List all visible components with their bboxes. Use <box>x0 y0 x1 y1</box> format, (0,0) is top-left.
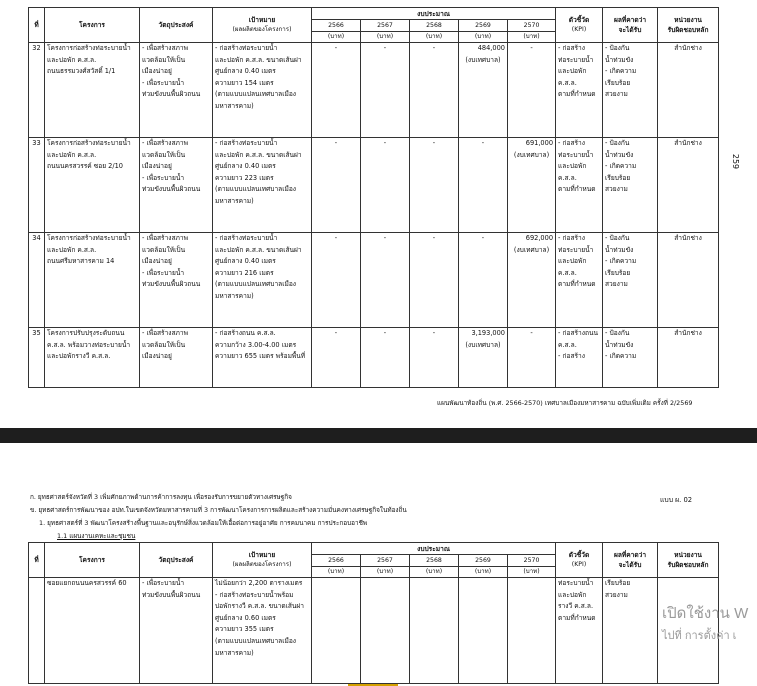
row-budget: - <box>459 138 508 233</box>
row-outcome: - ป้องกัน น้ำท่วมขัง - เกิดความ เรียบร้อย สวยงาม <box>603 233 658 328</box>
header-unit: (บาท) <box>312 567 361 578</box>
row-no: 32 <box>29 43 45 138</box>
strategy-line-b: ข. ยุทธศาสตร์การพัฒนาของ อปท.ในเขตจังหวัดมหาสารคามที่ 3 การพัฒนาโครงการการผลิตและสร้างความมั่นคงทางเศรษฐกิจในท้องถิ่น <box>30 506 407 514</box>
row-budget: - <box>361 138 410 233</box>
row-budget: - <box>410 328 459 388</box>
row-budget <box>410 578 459 684</box>
header-year: 2570 <box>508 20 556 32</box>
header-year: 2566 <box>312 555 361 567</box>
strategy-line-c: 1. ยุทธศาสตร์ที่ 3 พัฒนาโครงสร้างพื้นฐานและอนุรักษ์สิ่งแวดล้อมให้เอื้อต่อการอยู่อาศัย การคมนาคม การประกอบอาชีพ <box>39 519 368 527</box>
row-project: โครงการปรับปรุงระดับถนน ค.ส.ล. พร้อมวางท่อระบายน้ำ และบ่อพักรางวี ค.ส.ล. <box>45 328 140 388</box>
row-budget: 691,000 (งบเทศบาล) <box>508 138 556 233</box>
row-project: โครงการก่อสร้างท่อระบายน้ำ และบ่อพัก ค.ส.ล. ถนนศรีมหาสารคาม 14 <box>45 233 140 328</box>
row-outcome: - ป้องกัน น้ำท่วมขัง - เกิดความ เรียบร้อย สวยงาม <box>603 43 658 138</box>
header-budget: งบประมาณ <box>312 8 556 20</box>
row-budget: - <box>361 233 410 328</box>
row-budget: 692,000 (งบเทศบาล) <box>508 233 556 328</box>
header-project: โครงการ <box>45 543 140 578</box>
row-budget: - <box>361 43 410 138</box>
header-budget: งบประมาณ <box>312 543 556 555</box>
header-unit: (บาท) <box>459 567 508 578</box>
header-unit: (บาท) <box>361 567 410 578</box>
row-no: 33 <box>29 138 45 233</box>
row-budget: 3,193,000 (งบเทศบาล) <box>459 328 508 388</box>
header-unit: (บาท) <box>312 32 361 43</box>
row-objective: - เพื่อระบายน้ำ ท่วมขังบนพื้นผิวถนน <box>140 578 213 684</box>
header-agency: หน่วยงาน รับผิดชอบหลัก <box>658 543 719 578</box>
row-outcome: เรียบร้อย สวยงาม <box>603 578 658 684</box>
row-budget <box>508 578 556 684</box>
plan-line: 1.1 แผนงานเคหะและชุมชน <box>57 532 136 540</box>
header-agency: หน่วยงาน รับผิดชอบหลัก <box>658 8 719 43</box>
row-kpi: - ก่อสร้าง ท่อระบายน้ำ และบ่อพัก ค.ส.ล. ตามที่กำหนด <box>556 43 603 138</box>
header-unit: (บาท) <box>459 32 508 43</box>
table-row <box>29 138 719 233</box>
header-year: 2567 <box>361 555 410 567</box>
row-no <box>29 578 45 684</box>
page-number: 259 <box>731 153 741 170</box>
header-kpi: ตัวชี้วัด (KPI) <box>556 8 603 43</box>
header-objective: วัตถุประสงค์ <box>140 8 213 43</box>
header-project: โครงการ <box>45 8 140 43</box>
row-outcome: - ป้องกัน น้ำท่วมขัง - เกิดความ เรียบร้อย สวยงาม <box>603 138 658 233</box>
form-code: แบบ ผ. 02 <box>660 496 693 504</box>
header-unit: (บาท) <box>508 32 556 43</box>
windows-activation-title: เปิดใช้งาน W <box>662 605 749 622</box>
document-page-2 <box>0 443 757 686</box>
row-budget: - <box>312 138 361 233</box>
header-no: ที่ <box>29 543 45 578</box>
row-agency: สำนักช่าง <box>658 43 719 138</box>
header-year: 2569 <box>459 555 508 567</box>
header-no: ที่ <box>29 8 45 43</box>
row-target: ไม่น้อยกว่า 2,200 ตารางเมตร - ก่อสร้างท่อระบายน้ำพร้อม บ่อพักรางวี ค.ส.ล. ขนาดเส้นผ่า ศูนย์กลาง 0.60 เมตร ความยาว 355 เมตร (ตามแบบแปลนเทศบาลเมือง มหาสารคาม) <box>213 578 312 684</box>
header-unit: (บาท) <box>410 32 459 43</box>
row-outcome: - ป้องกัน น้ำท่วมขัง - เกิดความ <box>603 328 658 388</box>
table-row <box>29 233 719 328</box>
table-row <box>29 43 719 138</box>
project-table-2 <box>28 542 719 684</box>
row-budget <box>312 578 361 684</box>
row-objective: - เพื่อสร้างสภาพ แวดล้อมให้เป็น เมืองน่าอยู่ <box>140 328 213 388</box>
header-unit: (บาท) <box>410 567 459 578</box>
row-budget: - <box>410 43 459 138</box>
row-budget: - <box>361 328 410 388</box>
table-row <box>29 328 719 388</box>
row-target: - ก่อสร้างท่อระบายน้ำ และบ่อพัก ค.ส.ล. ขนาดเส้นผ่า ศูนย์กลาง 0.40 เมตร ความยาว 223 เมตร (ตามแบบแปลนเทศบาลเมือง มหาสารคาม) <box>213 138 312 233</box>
row-budget <box>459 578 508 684</box>
windows-activation-subtitle: ไปที่ การตั้งค่า เ <box>662 630 737 642</box>
row-kpi: - ก่อสร้าง ท่อระบายน้ำ และบ่อพัก ค.ส.ล. ตามที่กำหนด <box>556 233 603 328</box>
row-budget: - <box>508 328 556 388</box>
row-project: ซอยแยกถนนนครสวรรค์ 60 <box>45 578 140 684</box>
row-target: - ก่อสร้างถนน ค.ส.ล. ความกว้าง 3.00-4.00 เมตร ความยาว 655 เมตร พร้อมพื้นที่ <box>213 328 312 388</box>
table-row <box>29 578 719 684</box>
header-target: เป้าหมาย (ผลผลิตของโครงการ) <box>213 8 312 43</box>
header-objective: วัตถุประสงค์ <box>140 543 213 578</box>
row-budget: - <box>312 328 361 388</box>
header-unit: (บาท) <box>508 567 556 578</box>
header-outcome: ผลที่คาดว่า จะได้รับ <box>603 8 658 43</box>
row-project: โครงการก่อสร้างท่อระบายน้ำ และบ่อพัก ค.ส.ล. ถนนนครสวรรค์ ซอย 2/10 <box>45 138 140 233</box>
page-separator <box>0 428 757 443</box>
header-unit: (บาท) <box>361 32 410 43</box>
row-budget: - <box>459 233 508 328</box>
header-year: 2566 <box>312 20 361 32</box>
row-kpi: - ก่อสร้าง ท่อระบายน้ำ และบ่อพัก ค.ส.ล. ตามที่กำหนด <box>556 138 603 233</box>
header-year: 2568 <box>410 555 459 567</box>
row-target: - ก่อสร้างท่อระบายน้ำ และบ่อพัก ค.ส.ล. ขนาดเส้นผ่า ศูนย์กลาง 0.40 เมตร ความยาว 154 เมตร (ตามแบบแปลนเทศบาลเมือง มหาสารคาม) <box>213 43 312 138</box>
header-year: 2569 <box>459 20 508 32</box>
project-table <box>28 7 719 388</box>
header-outcome: ผลที่คาดว่า จะได้รับ <box>603 543 658 578</box>
row-agency: สำนักช่าง <box>658 233 719 328</box>
row-project: โครงการก่อสร้างท่อระบายน้ำ และบ่อพัก ค.ส.ล. ถนนธรรมวงศ์สวัสดิ์ 1/1 <box>45 43 140 138</box>
row-no: 35 <box>29 328 45 388</box>
row-no: 34 <box>29 233 45 328</box>
row-agency: สำนักช่าง <box>658 138 719 233</box>
row-agency: สำนักช่าง <box>658 328 719 388</box>
row-kpi: ท่อระบายน้ำ และบ่อพัก รางวี ค.ส.ล. ตามที่กำหนด <box>556 578 603 684</box>
row-objective: - เพื่อสร้างสภาพ แวดล้อมให้เป็น เมืองน่าอยู่ - เพื่อระบายน้ำ ท่วมขังบนพื้นผิวถนน <box>140 138 213 233</box>
row-budget: - <box>410 138 459 233</box>
header-target: เป้าหมาย (ผลผลิตของโครงการ) <box>213 543 312 578</box>
strategy-line-a: ก. ยุทธศาสตร์จังหวัดที่ 3 เพิ่มศักยภาพด้านการค้าการลงทุน เพื่อรองรับการขยายตัวทางเศรษฐกิจ <box>30 493 292 501</box>
row-kpi: - ก่อสร้างถนน ค.ส.ล. - ก่อสร้าง <box>556 328 603 388</box>
row-target: - ก่อสร้างท่อระบายน้ำ และบ่อพัก ค.ส.ล. ขนาดเส้นผ่า ศูนย์กลาง 0.40 เมตร ความยาว 216 เมตร (ตามแบบแปลนเทศบาลเมือง มหาสารคาม) <box>213 233 312 328</box>
row-budget: - <box>312 233 361 328</box>
row-objective: - เพื่อสร้างสภาพ แวดล้อมให้เป็น เมืองน่าอยู่ - เพื่อระบายน้ำ ท่วมขังบนพื้นผิวถนน <box>140 43 213 138</box>
row-budget: - <box>410 233 459 328</box>
header-year: 2570 <box>508 555 556 567</box>
row-budget <box>361 578 410 684</box>
row-budget: - <box>312 43 361 138</box>
row-budget: - <box>508 43 556 138</box>
page-footer: แผนพัฒนาท้องถิ่น (พ.ศ. 2566-2570) เทศบาลเมืองมหาสารคาม ฉบับเพิ่มเติม ครั้งที่ 2/2569 <box>437 399 693 407</box>
header-year: 2567 <box>361 20 410 32</box>
header-year: 2568 <box>410 20 459 32</box>
row-budget: 484,000 (งบเทศบาล) <box>459 43 508 138</box>
row-objective: - เพื่อสร้างสภาพ แวดล้อมให้เป็น เมืองน่าอยู่ - เพื่อระบายน้ำ ท่วมขังบนพื้นผิวถนน <box>140 233 213 328</box>
header-kpi: ตัวชี้วัด (KPI) <box>556 543 603 578</box>
